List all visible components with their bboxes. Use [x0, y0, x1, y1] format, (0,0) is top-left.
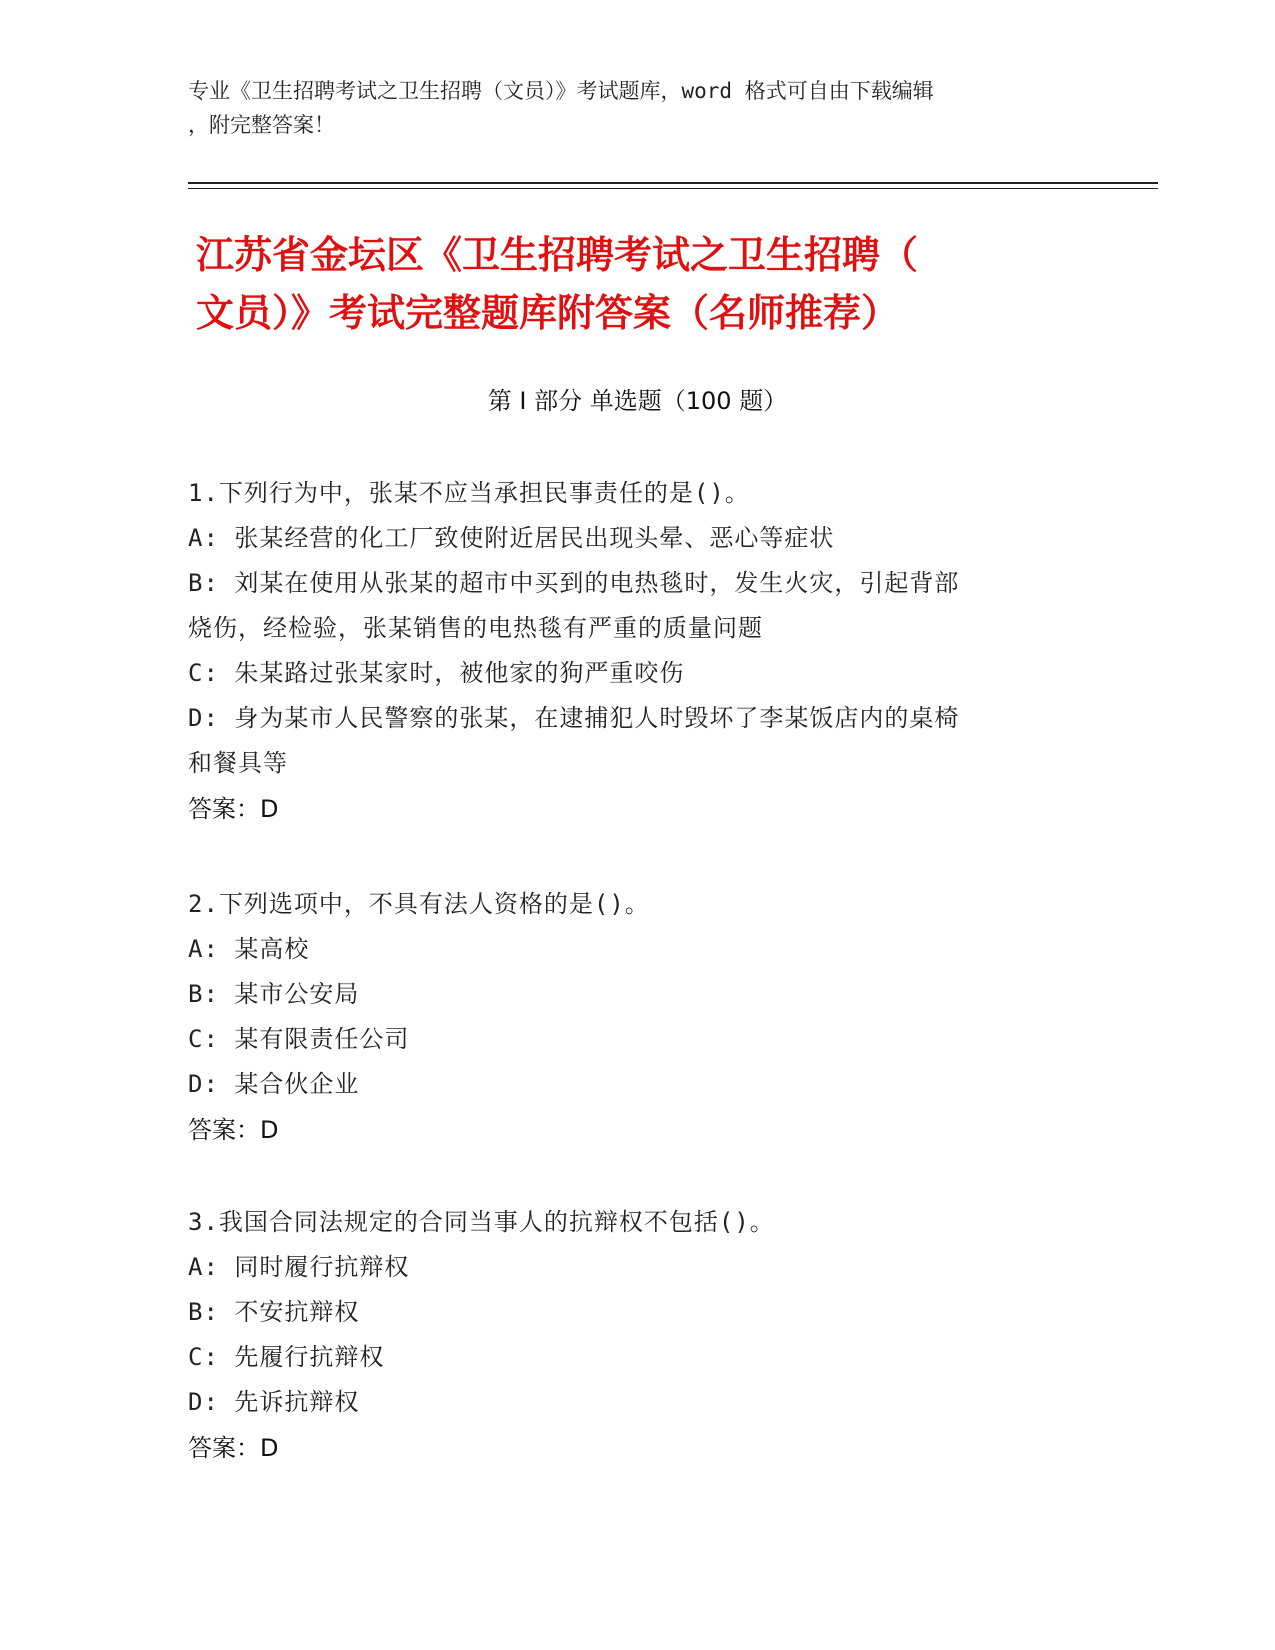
option-d-line-1: D: 身为某市人民警察的张某，在逮捕犯人时毁坏了李某饭店内的桌椅: [188, 704, 960, 732]
answer-label: 答案：D: [188, 1116, 279, 1144]
option-c: C: 先履行抗辩权: [188, 1343, 385, 1371]
option-a: A: 张某经营的化工厂致使附近居民出现头晕、恶心等症状: [188, 524, 835, 552]
answer-label: 答案：D: [188, 795, 279, 823]
question-stem: 1.下列行为中，张某不应当承担民事责任的是()。: [188, 479, 750, 507]
header-note-line-1: 专业《卫生招聘考试之卫生招聘（文员）》考试题库，word 格式可自由下载编辑: [188, 79, 934, 103]
answer-label: 答案：D: [188, 1434, 279, 1462]
option-c: C: 某有限责任公司: [188, 1025, 410, 1053]
option-b-line-1: B: 刘某在使用从张某的超市中买到的电热毯时，发生火灾，引起背部: [188, 569, 960, 597]
question-3: [188, 1200, 1088, 1471]
section-title: 第 I 部分 单选题（100 题）: [487, 387, 788, 415]
document-title: [196, 226, 1096, 342]
option-b: B: 某市公安局: [188, 980, 360, 1008]
header-note-line-2: ，附完整答案！: [188, 113, 335, 137]
header-divider-thin: [188, 188, 1158, 189]
option-b-line-2: 烧伤，经检验，张某销售的电热毯有严重的质量问题: [188, 614, 763, 642]
document-title-line-2: 文员）》考试完整题库附答案（名师推荐）: [196, 291, 900, 335]
option-d: D: 某合伙企业: [188, 1070, 360, 1098]
header-divider-thick: [188, 182, 1158, 184]
question-stem: 3.我国合同法规定的合同当事人的抗辩权不包括()。: [188, 1208, 775, 1236]
option-a: A: 同时履行抗辩权: [188, 1253, 410, 1281]
option-a: A: 某高校: [188, 935, 310, 963]
option-d-line-2: 和餐具等: [188, 749, 288, 777]
question-1: [188, 471, 1088, 832]
option-c: C: 朱某路过张某家时，被他家的狗严重咬伤: [188, 659, 685, 687]
question-stem: 2.下列选项中，不具有法人资格的是()。: [188, 890, 650, 918]
option-d: D: 先诉抗辩权: [188, 1388, 360, 1416]
option-b: B: 不安抗辩权: [188, 1298, 360, 1326]
question-2: [188, 882, 1088, 1153]
document-header-note: [188, 74, 1088, 142]
document-title-line-1: 江苏省金坛区《卫生招聘考试之卫生招聘（: [196, 233, 919, 277]
